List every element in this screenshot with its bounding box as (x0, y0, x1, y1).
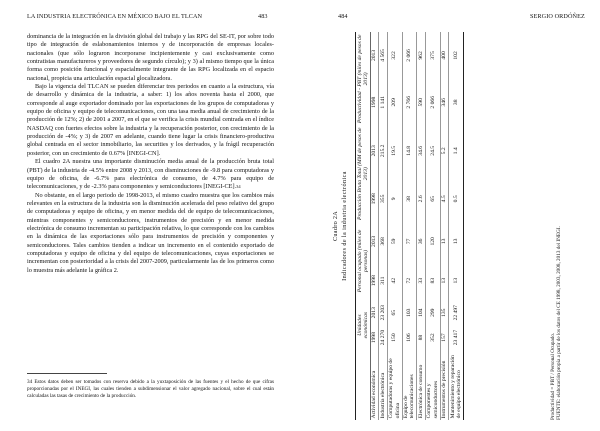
table-cell: 36 (417, 222, 425, 261)
table-cell: 355 (379, 176, 387, 222)
table-cell: 14.8 (402, 126, 417, 176)
running-title: SERGIO ORDÓÑEZ (530, 13, 585, 20)
table-cell: 150 (387, 325, 402, 350)
table-row (449, 32, 464, 420)
table-cell: 1.4 (449, 126, 464, 176)
table-source: FUENTE: elaboración propia a partir de los datos del CE 1998, 2003, 2008, 2013 del INEGI. (556, 226, 562, 420)
table-cell: 368 (379, 222, 387, 261)
table-cell: 590 (417, 79, 425, 126)
table-cell: 42 (387, 261, 402, 300)
row-label: Actividad económica (370, 350, 378, 420)
table-cell: 135 (440, 300, 448, 325)
row-label: Computadoras y equipo de oficina (387, 350, 402, 420)
row-label: Instrumentos de precisión (440, 350, 448, 420)
table-row (425, 32, 440, 420)
table-cell: 2013 (370, 126, 378, 176)
row-label: Componentes y semiconductores (425, 350, 440, 420)
table-row (387, 32, 402, 420)
table-cell: 5.2 (440, 126, 448, 176)
footnote-marker[interactable]: 34 (236, 184, 241, 190)
table-cell: 1998 (370, 79, 378, 126)
table-cell: 352 (425, 325, 440, 350)
column-header-activity (356, 350, 371, 420)
paragraph-3-text: El cuadro 2A nuestra una importante disminución media anual de la producción bruta total (PBT) de la industria de -4.5% entre 2008 y 2013, con disminuciones de -9.8 para computadoras y equipo de oficina, de -6.7% para electrónica de consumo, de 4.7% para equipo de telecomunicaciones, y de -2.3% para componentes y semiconductores [INEGI-CE]. (27, 158, 274, 191)
table-cell: 1998 (370, 176, 378, 222)
body-text (27, 33, 274, 275)
table-title: Indicadores de la industria electrónica (341, 171, 348, 281)
table-cell: 4 565 (379, 32, 387, 79)
table-label: Cuadro 2A (332, 210, 339, 242)
table-cell: 209 (387, 79, 402, 126)
column-header-productivity: Productividad - PBT (miles de pesos de 2013) (356, 32, 371, 126)
table-cell: 13 (449, 222, 464, 261)
table-cell: 2013 (370, 222, 378, 261)
table-cell: 2.6 (417, 176, 425, 222)
table-cell: 9 (387, 176, 402, 222)
column-header-personnel: Personal ocupado (miles de personas) (356, 222, 371, 301)
footnote: 34 Estos datos deben ser tomados con reserva debido a la yuxtaposición de las fuentes y el hecho de que cifras proporcionadas por el INEGI, las cuales tienden a subdimensionar el valor agregado nacional, sobre el cual están calculadas las tasas de crecimiento de la producción. (27, 379, 274, 399)
table-cell: 346 (440, 79, 448, 126)
table-cell: 88 (417, 325, 425, 350)
table-cell: 33 (417, 261, 425, 300)
paragraph-2: Bajo la vigencia del TLCAN se pueden diferenciar tres periodos en cuanto a la estructura, vía de desarrollo y dinámica de la industria, a saber: 1) los años noventa hasta el 2000, que corresponde al auge exportador dominado por las exportaciones de los grupos de computadoras y equipo de oficina y equipo de telecomunicaciones, con una tasa media anual de crecimiento de la producción de 12%; 2) de 2001 a 2007, en el que se verifica la crisis mundial centrada en el índice NASDAQ con fuertes efectos sobre la industria y la recuperación posterior, con crecimiento de la producción de -4%; y 3) de 2007 en adelante, cuando tiene lugar la crisis financiero-productiva global centrada en el sector inmobiliario, las securities y los derivados, y la frágil recuperación posterior, con un crecimiento de 0.67% [INEGI-CN]. (27, 83, 274, 157)
table-cell: 0.5 (449, 176, 464, 222)
table-cell: 19.5 (387, 126, 402, 176)
table-cell: 375 (425, 32, 440, 79)
page-number: 484 (338, 13, 348, 20)
table-row (402, 32, 417, 420)
paragraph-3 (27, 158, 274, 191)
column-header-pbt: Producción Bruta Total (MM de pesos de 2013) (356, 127, 369, 220)
table-cell: 103 (402, 300, 417, 325)
table-body (370, 32, 463, 420)
table-row (379, 32, 387, 420)
table-row (417, 32, 425, 420)
table-cell: 157 (440, 325, 448, 350)
table-cell: 13 (440, 222, 448, 261)
row-label: Electrónica de consumo (417, 350, 425, 420)
table-cell: 23 203 (379, 300, 387, 325)
table-cell: 2 766 (402, 79, 417, 126)
table-cell: 24 270 (379, 325, 387, 350)
table-cell: 2 066 (402, 32, 417, 79)
table-cell: 59 (387, 222, 402, 261)
row-label: Equipo de telecomunicaciones (402, 350, 417, 420)
table-cell: 4.5 (440, 176, 448, 222)
column-header-units: Unidades económicas (356, 300, 371, 350)
paragraph-1: dominancia de la integración en la división global del trabajo y las RPG del SE-IT, por sobre todo tipo de integración de eslabonamientos internos y de incorporación de empresas locales-nacionales (que sólo lograron incorporarse incipientemente y casi exclusivamente como contratistas manufactureros y proveedores de segundo círculo); y 3) al mismo tiempo que la única forma como posición funcional y espacialmente integrante de las RPG localizada en el espacio nacional, propicia una articulación espacial glocalizadora. (27, 33, 274, 82)
table-cell: 2013 (370, 300, 378, 325)
table-header-row (356, 32, 371, 420)
table-cell: 38 (449, 79, 464, 126)
table-cell: 322 (387, 32, 402, 79)
row-label: Industria electrónica (379, 350, 387, 420)
table-cell: 1998 (370, 325, 378, 350)
table-row (440, 32, 448, 420)
table-cell: 102 (449, 32, 464, 79)
footnote-rule (27, 373, 107, 374)
table-cell: 106 (402, 325, 417, 350)
table-cell: 299 (425, 300, 440, 325)
table-cell: 2013 (370, 32, 378, 79)
table-cell: 23 417 (449, 325, 464, 350)
paragraph-4: No obstante, en el largo periodo de 1998-2013, el mismo cuadro muestra que los cambios más relevantes en la estructura de la industria son la disminución acelerada del peso relativo del grupo de computadoras y equipo de oficina, y en menor medida del de equipo de telecomunicaciones, mientras componentes y semiconductores, instrumentos de precisión y en menor medida electrónica de consumo incrementan su participación relativa, lo que corresponde con los cambios en la dinámica de las exportaciones sólo para instrumentos de precisión y componentes y semiconductores. Tales cambios tienden a indicar un incremento en el contenido exportado de computadoras y equipo de oficina y del equipo de telecomunicaciones, cuyas exportaciones se incrementan con posterioridad a la crisis del 2007-2009, particularmente las de los primeros como lo muestra más adelante la gráfica 2. (27, 191, 274, 274)
table-cell: 215.2 (379, 126, 387, 176)
table-cell: 1998 (370, 261, 378, 300)
table-cell: 65 (387, 300, 402, 325)
table-cell: 962 (417, 32, 425, 79)
table-cell: 22 497 (449, 300, 464, 325)
row-label: Mantenimiento y reparación de equipo electrónico (449, 350, 464, 420)
page-number: 483 (258, 13, 268, 20)
table-cell: 2 066 (425, 79, 440, 126)
table-cell: 120 (425, 222, 440, 261)
table-cell: 77 (402, 222, 417, 261)
table-cell: 83 (425, 261, 440, 300)
table-cell: 400 (440, 32, 448, 79)
table-cell: 24.5 (425, 126, 440, 176)
table-cell: 38 (402, 176, 417, 222)
table-cell: 72 (402, 261, 417, 300)
table-cell: 65 (425, 176, 440, 222)
table-note: Productividad = PBT / Personal Ocupado. (550, 332, 556, 420)
table-cell: 13 (440, 261, 448, 300)
rotated-table-area (328, 30, 568, 422)
running-title: LA INDUSTRIA ELECTRÓNICA EN MÉXICO BAJO EL TLCAN (27, 13, 203, 20)
indicators-table (355, 32, 464, 420)
table-row (370, 32, 378, 420)
table-cell: 104 (417, 300, 425, 325)
right-page (300, 0, 600, 431)
table-cell: 1 141 (379, 79, 387, 126)
table-cell: 311 (379, 261, 387, 300)
rotated-table (328, 30, 568, 422)
table-cell: 34.6 (417, 126, 425, 176)
table-cell: 13 (449, 261, 464, 300)
